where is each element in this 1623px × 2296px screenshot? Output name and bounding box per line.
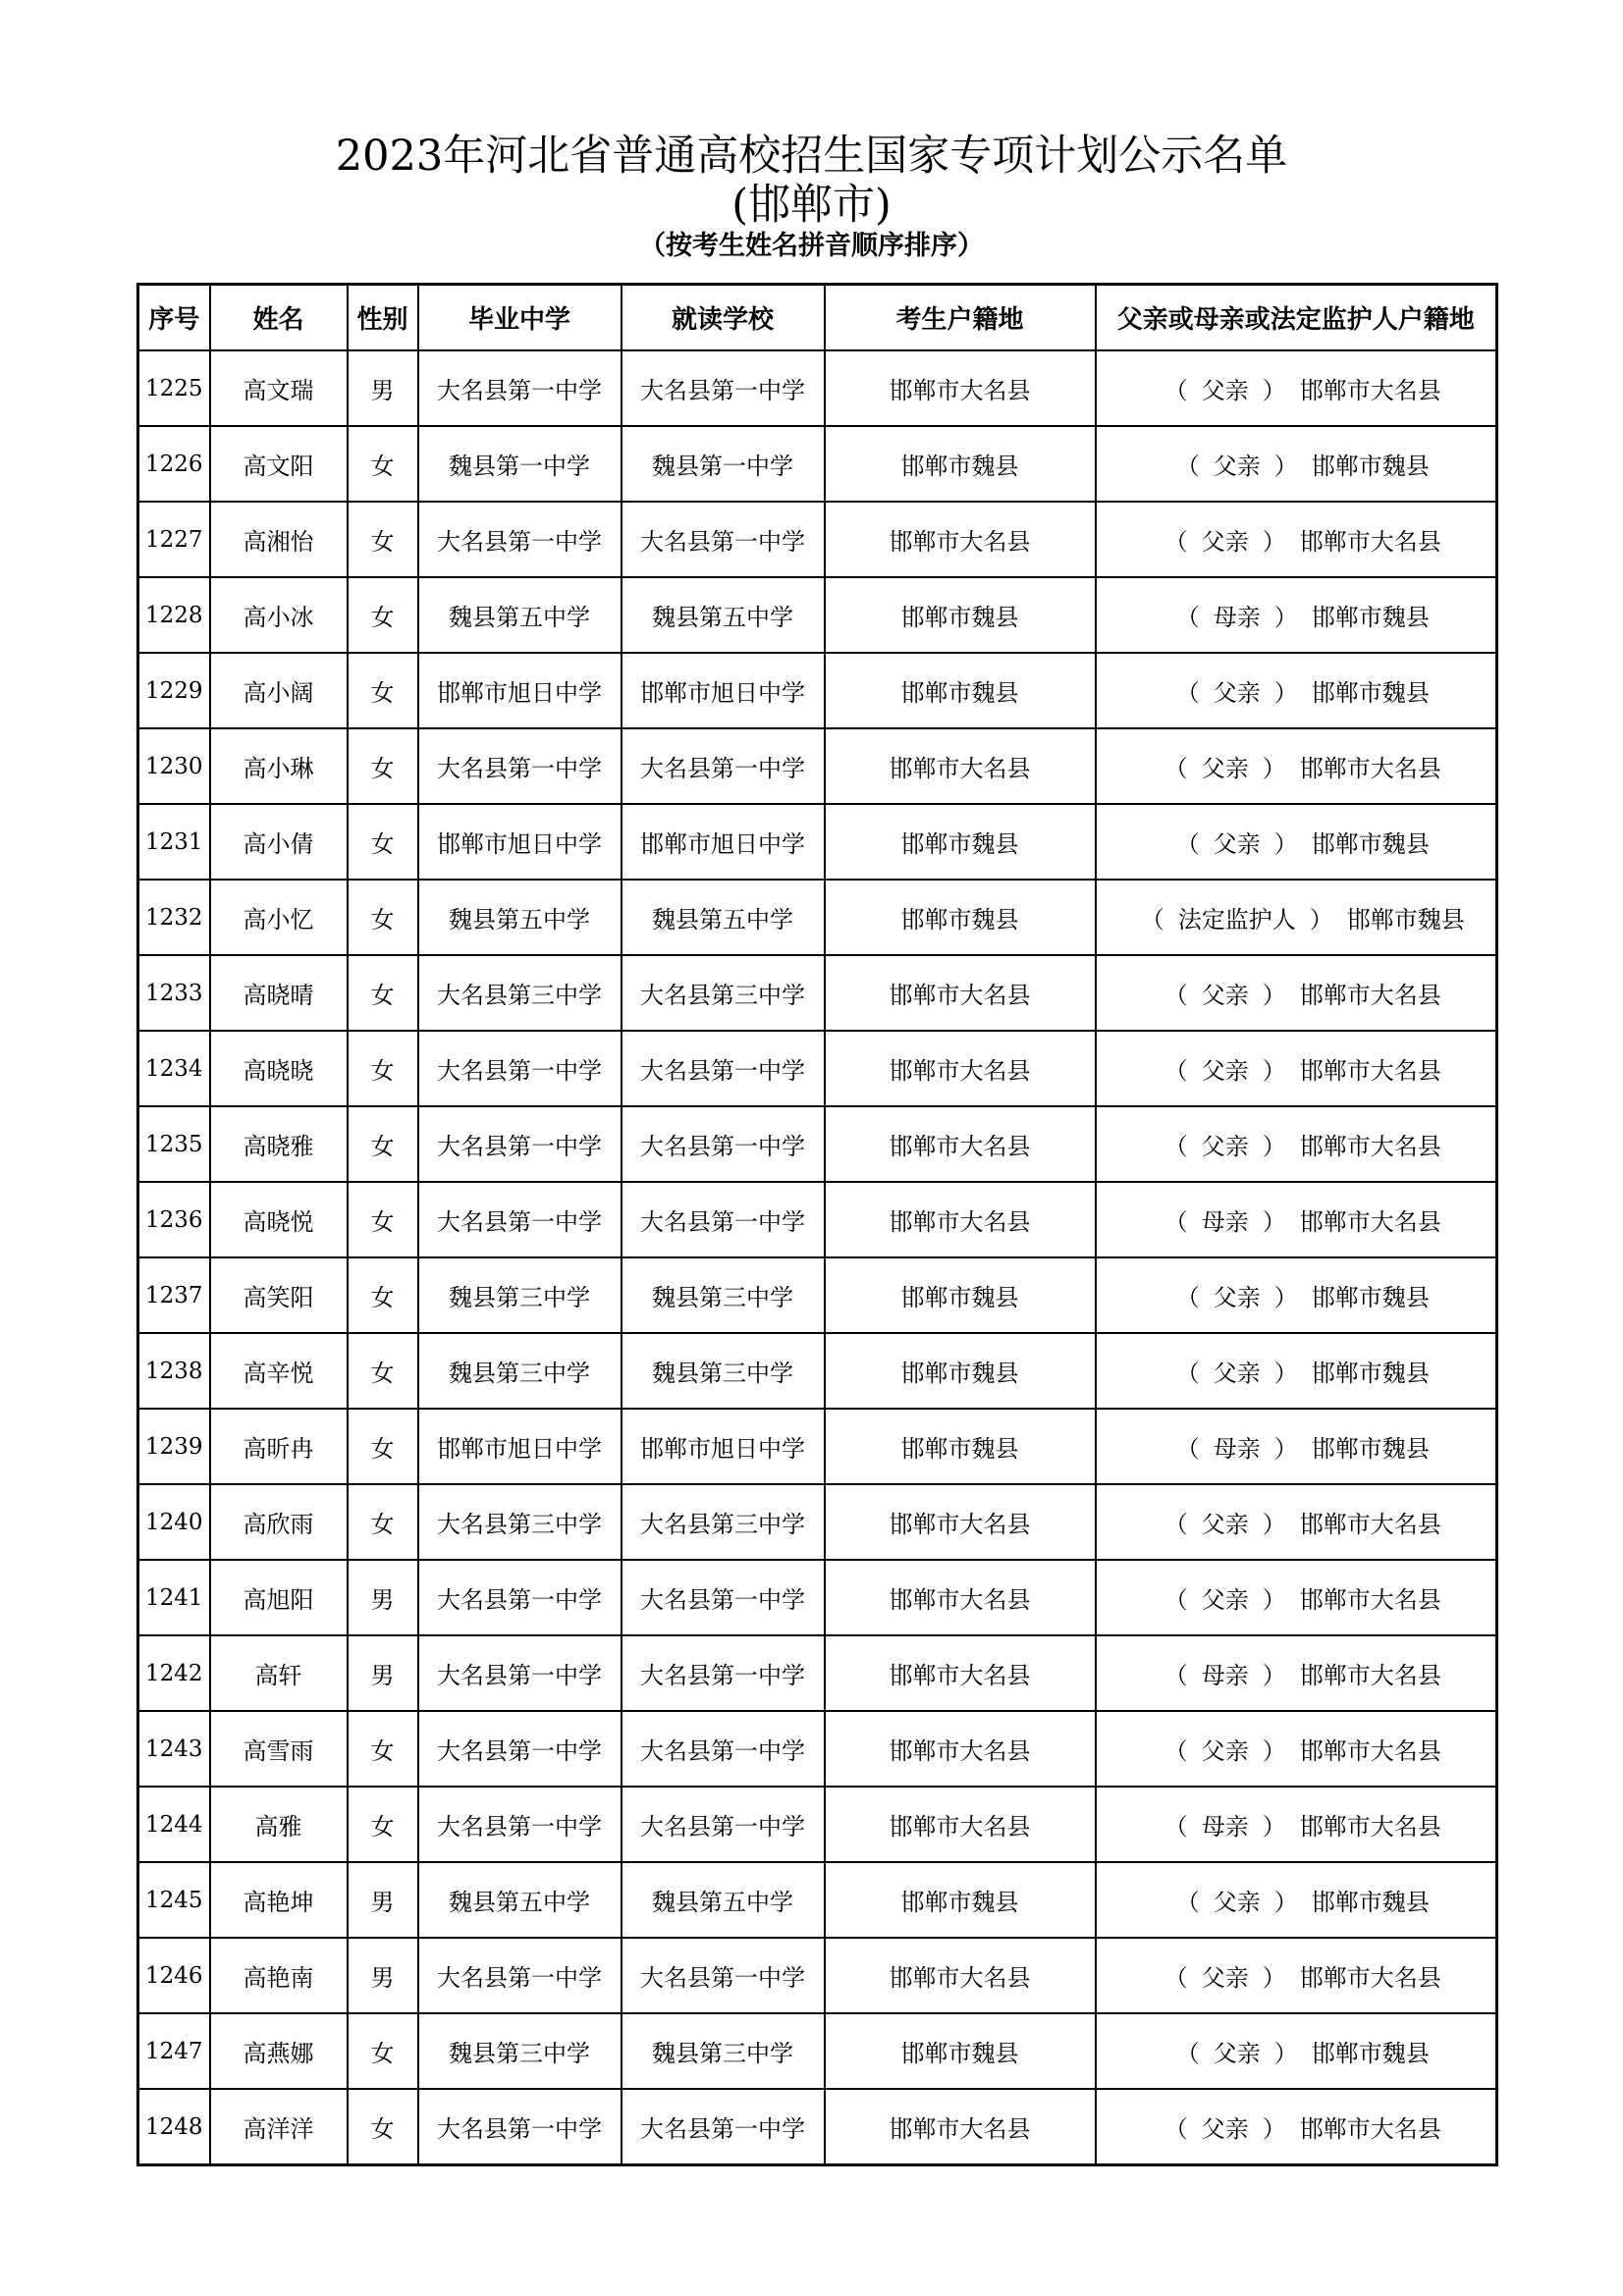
document-title: 2023年河北省普通高校招生国家专项计划公示名单 — [335, 132, 1288, 181]
cell-gender: 女 — [348, 880, 418, 955]
guardian-domicile: 邯郸市大名县 — [1299, 1133, 1441, 1160]
cell-domicile: 邯郸市大名县 — [825, 502, 1096, 577]
cell-grad-school: 大名县第一中学 — [418, 1938, 622, 2013]
cell-no: 1229 — [138, 653, 210, 728]
cell-no: 1233 — [138, 955, 210, 1031]
column-header-domicile: 考生户籍地 — [825, 285, 1096, 351]
guardian-domicile: 邯郸市魏县 — [1311, 1360, 1430, 1387]
cell-gender: 女 — [348, 1409, 418, 1484]
column-header-no: 序号 — [138, 285, 210, 351]
guardian-domicile: 邯郸市魏县 — [1311, 830, 1430, 858]
cell-name: 高艳南 — [210, 1938, 348, 2013]
table-row — [138, 880, 1497, 955]
cell-gender: 男 — [348, 1560, 418, 1635]
cell-current-school: 大名县第一中学 — [622, 1711, 825, 1787]
cell-current-school: 大名县第三中学 — [622, 1484, 825, 1560]
guardian-relation: 父亲 — [1201, 982, 1249, 1009]
cell-grad-school: 魏县第三中学 — [418, 1333, 622, 1409]
cell-name: 高小阔 — [210, 653, 348, 728]
cell-no: 1228 — [138, 577, 210, 653]
table-row — [138, 728, 1497, 804]
cell-current-school: 大名县第一中学 — [622, 1560, 825, 1635]
cell-no: 1227 — [138, 502, 210, 577]
guardian-relation: 父亲 — [1213, 1889, 1261, 1916]
guardian-relation: 父亲 — [1201, 1586, 1249, 1614]
cell-no: 1246 — [138, 1938, 210, 2013]
cell-name: 高小忆 — [210, 880, 348, 955]
table-row — [138, 1106, 1497, 1182]
cell-gender: 女 — [348, 1106, 418, 1182]
cell-name: 高燕娜 — [210, 2013, 348, 2089]
cell-domicile: 邯郸市魏县 — [825, 1257, 1096, 1333]
cell-name: 高湘怡 — [210, 502, 348, 577]
table-row — [138, 350, 1497, 426]
cell-domicile: 邯郸市大名县 — [825, 1711, 1096, 1787]
cell-guardian-domicile: （ 父亲 ） 邯郸市大名县 — [1096, 1938, 1497, 2013]
guardian-domicile: 邯郸市大名县 — [1299, 1586, 1441, 1614]
cell-guardian-domicile: （ 母亲 ） 邯郸市大名县 — [1096, 1182, 1497, 1257]
cell-guardian-domicile: （ 法定监护人 ） 邯郸市魏县 — [1096, 880, 1497, 955]
cell-no: 1245 — [138, 1862, 210, 1938]
cell-guardian-domicile: （ 父亲 ） 邯郸市魏县 — [1096, 1333, 1497, 1409]
table-row — [138, 426, 1497, 502]
cell-grad-school: 大名县第一中学 — [418, 350, 622, 426]
cell-name: 高文阳 — [210, 426, 348, 502]
table-row — [138, 1635, 1497, 1711]
cell-gender: 男 — [348, 1635, 418, 1711]
cell-no: 1238 — [138, 1333, 210, 1409]
column-header-gender: 性别 — [348, 285, 418, 351]
cell-gender: 男 — [348, 1862, 418, 1938]
cell-domicile: 邯郸市魏县 — [825, 1862, 1096, 1938]
guardian-relation: 父亲 — [1201, 528, 1249, 556]
cell-name: 高晓悦 — [210, 1182, 348, 1257]
guardian-relation: 母亲 — [1201, 1662, 1249, 1689]
cell-current-school: 魏县第三中学 — [622, 1257, 825, 1333]
cell-domicile: 邯郸市大名县 — [825, 1106, 1096, 1182]
cell-grad-school: 大名县第一中学 — [418, 1106, 622, 1182]
cell-guardian-domicile: （ 母亲 ） 邯郸市大名县 — [1096, 1635, 1497, 1711]
cell-current-school: 魏县第三中学 — [622, 1333, 825, 1409]
cell-current-school: 大名县第一中学 — [622, 502, 825, 577]
cell-name: 高晓晴 — [210, 955, 348, 1031]
cell-current-school: 大名县第一中学 — [622, 2089, 825, 2165]
guardian-domicile: 邯郸市魏县 — [1311, 1284, 1430, 1311]
table-row — [138, 1409, 1497, 1484]
cell-current-school: 大名县第一中学 — [622, 350, 825, 426]
cell-domicile: 邯郸市魏县 — [825, 1333, 1096, 1409]
cell-name: 高欣雨 — [210, 1484, 348, 1560]
guardian-relation: 父亲 — [1201, 1511, 1249, 1538]
cell-current-school: 大名县第一中学 — [622, 1182, 825, 1257]
cell-current-school: 魏县第五中学 — [622, 1862, 825, 1938]
header-row — [138, 285, 1497, 351]
guardian-domicile: 邯郸市魏县 — [1311, 453, 1430, 480]
guardian-relation: 法定监护人 — [1177, 906, 1296, 934]
cell-guardian-domicile: （ 父亲 ） 邯郸市大名县 — [1096, 1106, 1497, 1182]
cell-current-school: 大名县第一中学 — [622, 1787, 825, 1862]
guardian-domicile: 邯郸市大名县 — [1299, 1964, 1441, 1992]
cell-domicile: 邯郸市大名县 — [825, 1787, 1096, 1862]
cell-no: 1230 — [138, 728, 210, 804]
cell-domicile: 邯郸市魏县 — [825, 426, 1096, 502]
guardian-relation: 父亲 — [1213, 2040, 1261, 2067]
cell-gender: 女 — [348, 2089, 418, 2165]
guardian-relation: 父亲 — [1213, 830, 1261, 858]
cell-current-school: 魏县第三中学 — [622, 2013, 825, 2089]
cell-grad-school: 魏县第五中学 — [418, 880, 622, 955]
cell-guardian-domicile: （ 父亲 ） 邯郸市魏县 — [1096, 804, 1497, 880]
cell-no: 1243 — [138, 1711, 210, 1787]
guardian-domicile: 邯郸市大名县 — [1299, 1737, 1441, 1765]
cell-guardian-domicile: （ 父亲 ） 邯郸市大名县 — [1096, 1031, 1497, 1106]
table-row — [138, 1484, 1497, 1560]
cell-guardian-domicile: （ 父亲 ） 邯郸市大名县 — [1096, 1484, 1497, 1560]
cell-current-school: 大名县第一中学 — [622, 1635, 825, 1711]
cell-gender: 女 — [348, 1182, 418, 1257]
table-row — [138, 1862, 1497, 1938]
guardian-relation: 父亲 — [1213, 679, 1261, 707]
cell-domicile: 邯郸市魏县 — [825, 2013, 1096, 2089]
guardian-domicile: 邯郸市大名县 — [1299, 982, 1441, 1009]
cell-guardian-domicile: （ 母亲 ） 邯郸市魏县 — [1096, 577, 1497, 653]
cell-current-school: 邯郸市旭日中学 — [622, 804, 825, 880]
cell-grad-school: 邯郸市旭日中学 — [418, 804, 622, 880]
cell-guardian-domicile: （ 父亲 ） 邯郸市大名县 — [1096, 1560, 1497, 1635]
cell-gender: 女 — [348, 426, 418, 502]
cell-gender: 女 — [348, 728, 418, 804]
roster-table — [136, 283, 1498, 2166]
guardian-relation: 父亲 — [1201, 1964, 1249, 1992]
guardian-domicile: 邯郸市魏县 — [1346, 906, 1465, 934]
cell-grad-school: 大名县第一中学 — [418, 1787, 622, 1862]
guardian-relation: 母亲 — [1201, 1208, 1249, 1236]
cell-name: 高辛悦 — [210, 1333, 348, 1409]
guardian-domicile: 邯郸市魏县 — [1311, 679, 1430, 707]
cell-domicile: 邯郸市魏县 — [825, 577, 1096, 653]
cell-name: 高旭阳 — [210, 1560, 348, 1635]
guardian-relation: 父亲 — [1201, 755, 1249, 782]
table-row — [138, 502, 1497, 577]
guardian-relation: 父亲 — [1201, 1737, 1249, 1765]
cell-gender: 女 — [348, 1333, 418, 1409]
cell-grad-school: 魏县第五中学 — [418, 1862, 622, 1938]
cell-domicile: 邯郸市大名县 — [825, 1560, 1096, 1635]
guardian-relation: 父亲 — [1213, 1284, 1261, 1311]
cell-name: 高雅 — [210, 1787, 348, 1862]
sort-note: （按考生姓名拼音顺序排序） — [639, 231, 984, 261]
cell-gender: 女 — [348, 1257, 418, 1333]
cell-guardian-domicile: （ 父亲 ） 邯郸市魏县 — [1096, 1862, 1497, 1938]
table-row — [138, 1031, 1497, 1106]
cell-no: 1226 — [138, 426, 210, 502]
cell-guardian-domicile: （ 父亲 ） 邯郸市魏县 — [1096, 426, 1497, 502]
cell-no: 1244 — [138, 1787, 210, 1862]
guardian-domicile: 邯郸市魏县 — [1311, 1435, 1430, 1463]
cell-guardian-domicile: （ 父亲 ） 邯郸市大名县 — [1096, 2089, 1497, 2165]
guardian-relation: 父亲 — [1213, 1360, 1261, 1387]
cell-grad-school: 邯郸市旭日中学 — [418, 653, 622, 728]
cell-domicile: 邯郸市大名县 — [825, 350, 1096, 426]
cell-name: 高洋洋 — [210, 2089, 348, 2165]
guardian-domicile: 邯郸市大名县 — [1299, 528, 1441, 556]
cell-no: 1225 — [138, 350, 210, 426]
cell-current-school: 魏县第五中学 — [622, 577, 825, 653]
table-body — [138, 350, 1497, 2165]
cell-current-school: 大名县第一中学 — [622, 728, 825, 804]
cell-no: 1241 — [138, 1560, 210, 1635]
cell-domicile: 邯郸市大名县 — [825, 1635, 1096, 1711]
table-row — [138, 1257, 1497, 1333]
cell-name: 高小琳 — [210, 728, 348, 804]
cell-name: 高艳坤 — [210, 1862, 348, 1938]
table-row — [138, 1787, 1497, 1862]
cell-gender: 男 — [348, 1938, 418, 2013]
table-row — [138, 1333, 1497, 1409]
table-row — [138, 653, 1497, 728]
cell-name: 高轩 — [210, 1635, 348, 1711]
cell-no: 1234 — [138, 1031, 210, 1106]
table-row — [138, 955, 1497, 1031]
cell-grad-school: 大名县第一中学 — [418, 1560, 622, 1635]
cell-domicile: 邯郸市大名县 — [825, 1182, 1096, 1257]
guardian-domicile: 邯郸市大名县 — [1299, 1662, 1441, 1689]
cell-name: 高昕冉 — [210, 1409, 348, 1484]
cell-gender: 女 — [348, 1031, 418, 1106]
guardian-relation: 父亲 — [1201, 1133, 1249, 1160]
guardian-domicile: 邯郸市大名县 — [1299, 1057, 1441, 1085]
cell-gender: 女 — [348, 804, 418, 880]
cell-name: 高小冰 — [210, 577, 348, 653]
cell-no: 1231 — [138, 804, 210, 880]
guardian-domicile: 邯郸市大名县 — [1299, 1511, 1441, 1538]
cell-grad-school: 大名县第一中学 — [418, 1182, 622, 1257]
cell-gender: 男 — [348, 350, 418, 426]
cell-no: 1247 — [138, 2013, 210, 2089]
guardian-domicile: 邯郸市魏县 — [1311, 2040, 1430, 2067]
cell-guardian-domicile: （ 父亲 ） 邯郸市大名县 — [1096, 350, 1497, 426]
cell-no: 1239 — [138, 1409, 210, 1484]
guardian-relation: 父亲 — [1201, 377, 1249, 404]
cell-current-school: 大名县第一中学 — [622, 1938, 825, 2013]
table-header — [138, 285, 1497, 351]
column-header-guardian-domicile: 父亲或母亲或法定监护人户籍地 — [1096, 285, 1497, 351]
cell-current-school: 魏县第五中学 — [622, 880, 825, 955]
cell-guardian-domicile: （ 父亲 ） 邯郸市魏县 — [1096, 1257, 1497, 1333]
table-row — [138, 1182, 1497, 1257]
cell-domicile: 邯郸市大名县 — [825, 955, 1096, 1031]
cell-grad-school: 大名县第一中学 — [418, 2089, 622, 2165]
cell-domicile: 邯郸市大名县 — [825, 2089, 1096, 2165]
cell-no: 1236 — [138, 1182, 210, 1257]
cell-domicile: 邯郸市大名县 — [825, 1938, 1096, 2013]
table-row — [138, 577, 1497, 653]
guardian-domicile: 邯郸市大名县 — [1299, 2115, 1441, 2143]
cell-no: 1232 — [138, 880, 210, 955]
cell-gender: 女 — [348, 502, 418, 577]
column-header-name: 姓名 — [210, 285, 348, 351]
cell-name: 高笑阳 — [210, 1257, 348, 1333]
cell-no: 1237 — [138, 1257, 210, 1333]
cell-gender: 女 — [348, 1787, 418, 1862]
cell-guardian-domicile: （ 父亲 ） 邯郸市大名县 — [1096, 728, 1497, 804]
cell-gender: 女 — [348, 653, 418, 728]
table-row — [138, 2013, 1497, 2089]
guardian-domicile: 邯郸市大名县 — [1299, 1208, 1441, 1236]
cell-no: 1242 — [138, 1635, 210, 1711]
cell-name: 高雪雨 — [210, 1711, 348, 1787]
cell-domicile: 邯郸市大名县 — [825, 1031, 1096, 1106]
guardian-domicile: 邯郸市大名县 — [1299, 1813, 1441, 1841]
cell-guardian-domicile: （ 母亲 ） 邯郸市大名县 — [1096, 1787, 1497, 1862]
cell-grad-school: 大名县第一中学 — [418, 1031, 622, 1106]
table-row — [138, 804, 1497, 880]
cell-current-school: 大名县第一中学 — [622, 1031, 825, 1106]
cell-domicile: 邯郸市魏县 — [825, 880, 1096, 955]
cell-domicile: 邯郸市大名县 — [825, 728, 1096, 804]
guardian-relation: 父亲 — [1213, 453, 1261, 480]
cell-no: 1235 — [138, 1106, 210, 1182]
cell-grad-school: 邯郸市旭日中学 — [418, 1409, 622, 1484]
guardian-relation: 父亲 — [1201, 2115, 1249, 2143]
cell-no: 1248 — [138, 2089, 210, 2165]
cell-grad-school: 大名县第三中学 — [418, 1484, 622, 1560]
column-header-current-school: 就读学校 — [622, 285, 825, 351]
table-row — [138, 2089, 1497, 2165]
cell-grad-school: 魏县第五中学 — [418, 577, 622, 653]
cell-name: 高晓晓 — [210, 1031, 348, 1106]
cell-no: 1240 — [138, 1484, 210, 1560]
cell-grad-school: 魏县第三中学 — [418, 2013, 622, 2089]
guardian-relation: 母亲 — [1201, 1813, 1249, 1841]
cell-guardian-domicile: （ 父亲 ） 邯郸市魏县 — [1096, 653, 1497, 728]
cell-grad-school: 大名县第一中学 — [418, 1635, 622, 1711]
cell-name: 高晓雅 — [210, 1106, 348, 1182]
cell-current-school: 大名县第一中学 — [622, 1106, 825, 1182]
cell-domicile: 邯郸市魏县 — [825, 653, 1096, 728]
cell-grad-school: 魏县第一中学 — [418, 426, 622, 502]
table-row — [138, 1560, 1497, 1635]
cell-name: 高小倩 — [210, 804, 348, 880]
table-row — [138, 1711, 1497, 1787]
cell-grad-school: 大名县第三中学 — [418, 955, 622, 1031]
document-subtitle: (邯郸市) — [731, 181, 892, 230]
cell-current-school: 邯郸市旭日中学 — [622, 1409, 825, 1484]
cell-guardian-domicile: （ 父亲 ） 邯郸市大名县 — [1096, 1711, 1497, 1787]
guardian-relation: 父亲 — [1201, 1057, 1249, 1085]
cell-current-school: 邯郸市旭日中学 — [622, 653, 825, 728]
table-row — [138, 1938, 1497, 2013]
cell-guardian-domicile: （ 母亲 ） 邯郸市魏县 — [1096, 1409, 1497, 1484]
guardian-domicile: 邯郸市魏县 — [1311, 604, 1430, 631]
guardian-domicile: 邯郸市大名县 — [1299, 377, 1441, 404]
cell-grad-school: 大名县第一中学 — [418, 1711, 622, 1787]
cell-gender: 女 — [348, 577, 418, 653]
cell-grad-school: 大名县第一中学 — [418, 502, 622, 577]
cell-name: 高文瑞 — [210, 350, 348, 426]
cell-gender: 女 — [348, 1484, 418, 1560]
column-header-grad-school: 毕业中学 — [418, 285, 622, 351]
cell-guardian-domicile: （ 父亲 ） 邯郸市大名县 — [1096, 502, 1497, 577]
guardian-relation: 母亲 — [1213, 1435, 1261, 1463]
cell-gender: 女 — [348, 2013, 418, 2089]
cell-domicile: 邯郸市魏县 — [825, 1409, 1096, 1484]
guardian-domicile: 邯郸市大名县 — [1299, 755, 1441, 782]
cell-current-school: 大名县第三中学 — [622, 955, 825, 1031]
cell-grad-school: 魏县第三中学 — [418, 1257, 622, 1333]
cell-domicile: 邯郸市魏县 — [825, 804, 1096, 880]
cell-guardian-domicile: （ 父亲 ） 邯郸市大名县 — [1096, 955, 1497, 1031]
cell-domicile: 邯郸市大名县 — [825, 1484, 1096, 1560]
guardian-domicile: 邯郸市魏县 — [1311, 1889, 1430, 1916]
cell-gender: 女 — [348, 955, 418, 1031]
cell-gender: 女 — [348, 1711, 418, 1787]
cell-current-school: 魏县第一中学 — [622, 426, 825, 502]
cell-grad-school: 大名县第一中学 — [418, 728, 622, 804]
guardian-relation: 母亲 — [1213, 604, 1261, 631]
cell-guardian-domicile: （ 父亲 ） 邯郸市魏县 — [1096, 2013, 1497, 2089]
